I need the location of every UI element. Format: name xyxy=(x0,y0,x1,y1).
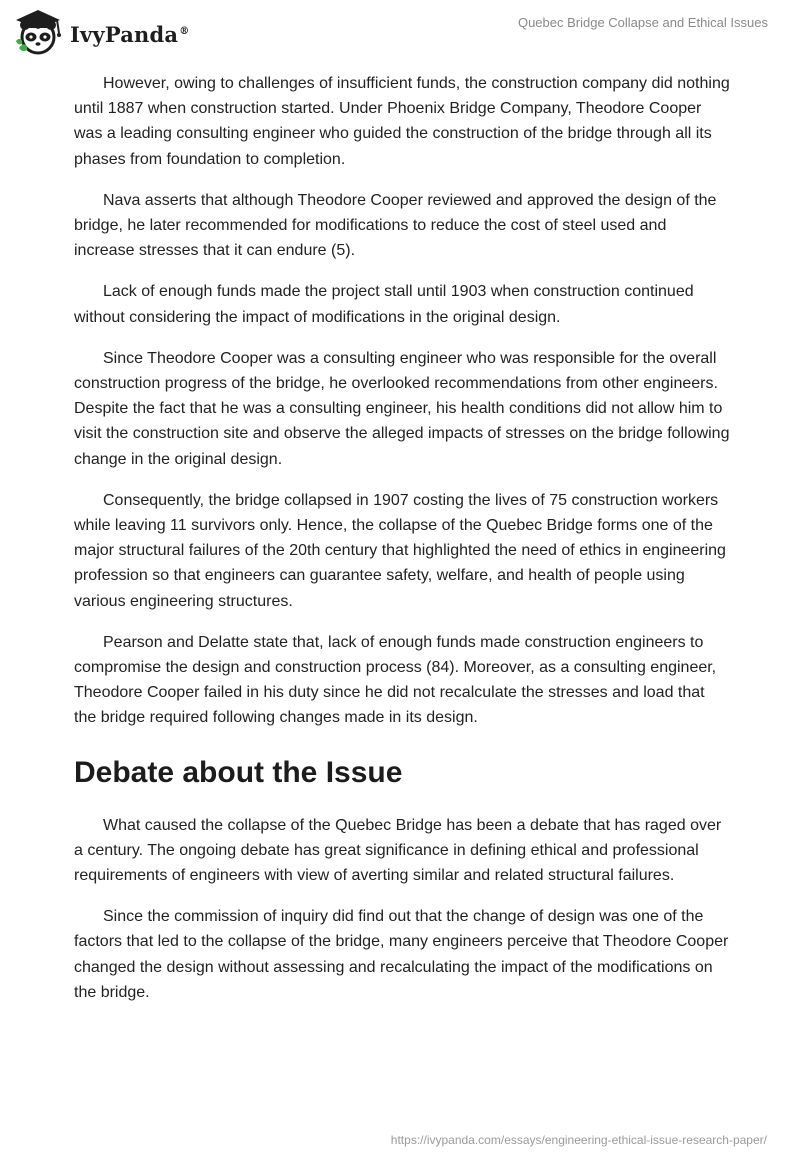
section-heading: Debate about the Issue xyxy=(74,755,403,789)
source-url[interactable]: https://ivypanda.com/essays/engineering-ethical-issue-research-paper/ xyxy=(390,1133,767,1147)
paragraph: Since the commission of inquiry did find out that the change of design was one of the factors that led to the collapse of the bridge, many engineers perceive that Theodore Cooper changed the design without assessing and recalculating the impact of the modifications on the bridge. xyxy=(74,908,729,1001)
registered-mark: ® xyxy=(179,25,190,37)
paragraph: Lack of enough funds made the project stall until 1903 when construction continued without considering the impact of modifications in the original design. xyxy=(74,283,694,326)
logo-wordmark: IvyPanda® xyxy=(70,21,190,47)
paragraph: What caused the collapse of the Quebec Bridge has been a debate that has raged over a century. The ongoing debate has great significance in defining ethical and professional requirements of engineers with view of averting similar and related structural failures. xyxy=(74,816,722,885)
ivypanda-logo[interactable] xyxy=(14,8,189,58)
paragraph: Pearson and Delatte state that, lack of enough funds made construction engineers to compromise the design and construction process (84). Moreover, as a consulting engineer, Theodore Cooper failed in his duty since he did not recalculate the stresses and load that the bridge required following changes made in its design. xyxy=(74,633,717,727)
document-title: Quebec Bridge Collapse and Ethical Issues xyxy=(517,15,768,30)
paragraph: Since Theodore Cooper was a consulting engineer who was responsible for the overall construction progress of the bridge, he overlooked recommendations from other engineers. Despite the fact that he was a consulting engineer, his health conditions did not allow him to visit the construction site and observe the alleged impacts of stresses on the bridge following change in the original design. xyxy=(74,349,730,468)
paragraph: Nava asserts that although Theodore Cooper reviewed and approved the design of the bridge, he later recommended for modifications to reduce the cost of steel used and increase stresses that it can endure (5). xyxy=(74,191,717,260)
panda-graduation-cap-icon xyxy=(14,8,66,58)
page-header xyxy=(0,0,800,70)
essay-body xyxy=(74,71,730,1021)
paragraph: Consequently, the bridge collapsed in 1907 costing the lives of 75 construction workers while leaving 11 survivors only. Hence, the collapse of the Quebec Bridge forms one of the major structural failures of the 20th century that highlighted the need of ethics in engineering profession so that engineers can guarantee safety, welfare, and health of people using various engineering structures. xyxy=(74,491,726,610)
paragraph: However, owing to challenges of insufficient funds, the construction company did nothing until 1887 when construction started. Under Phoenix Bridge Company, Theodore Cooper was a leading consulting engineer who guided the construction of the bridge through all its phases from foundation to completion. xyxy=(74,75,730,168)
